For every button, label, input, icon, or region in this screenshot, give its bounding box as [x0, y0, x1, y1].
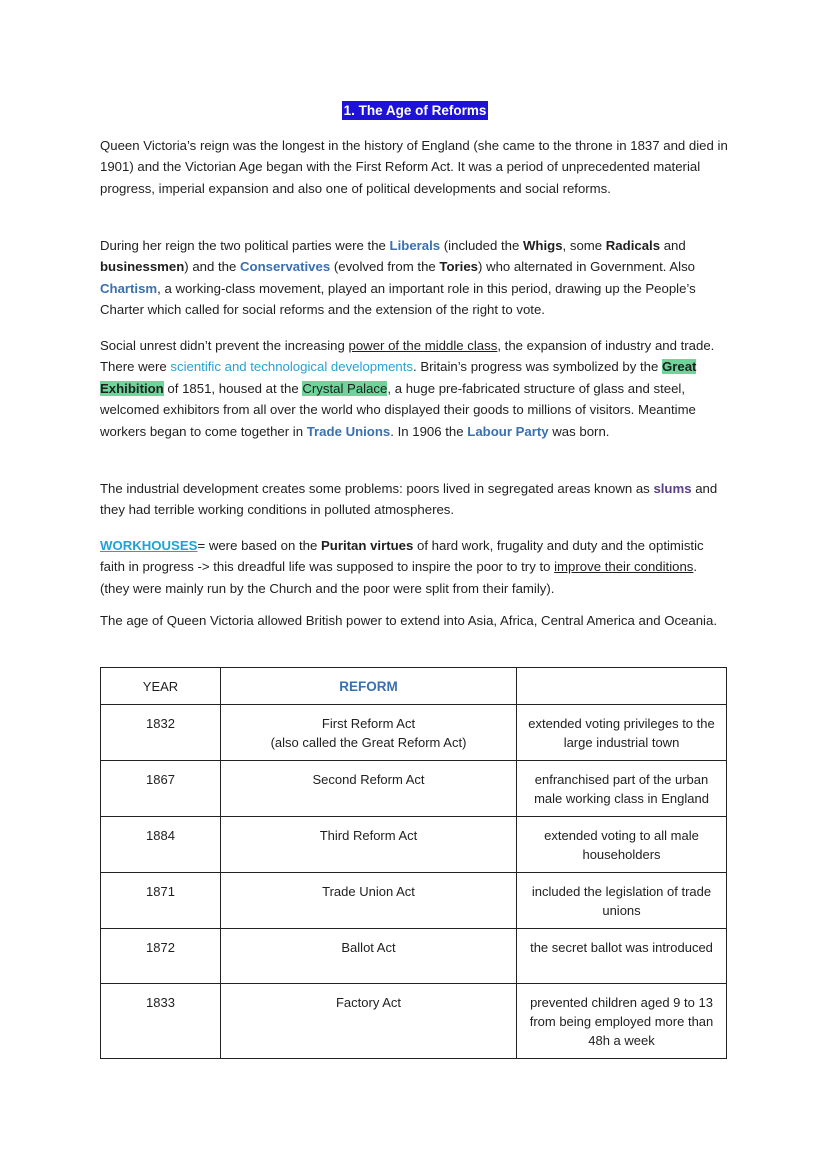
text: and — [660, 238, 686, 253]
cell-year: 1867 — [101, 761, 221, 817]
cell-year: 1833 — [101, 984, 221, 1059]
cell-description: the secret ballot was introduced — [517, 929, 727, 984]
text: (included the — [440, 238, 523, 253]
reform-name: First Reform Act — [321, 716, 416, 731]
reforms-table — [100, 667, 727, 1059]
text: ) and the — [184, 259, 241, 275]
text: During her reign the two political parties were the — [100, 238, 390, 253]
term-tories: Tories — [439, 259, 479, 275]
cell-description: included the legislation of trade unions — [517, 873, 727, 929]
table-header-row — [101, 668, 727, 705]
text: . (they were mainly run by the Church and the poor were split from their family). — [100, 559, 698, 596]
cell-description: prevented children aged 9 to 13 from being employed more than 48h a week — [517, 984, 727, 1059]
term-businessmen: businessmen — [100, 259, 185, 275]
term-labour-party: Labour Party — [467, 423, 549, 439]
text: . In 1906 the — [390, 423, 468, 439]
text: , a huge pre-fabricated structure of glass and steel, welcomed exhibitors from all over the world who displayed their goods to millions of visitors. Meantime workers began to come together in — [100, 380, 696, 439]
header-reform: REFORM — [221, 668, 517, 705]
term-improve-conditions: improve their conditions — [554, 559, 694, 575]
text: , the expansion of industry and trade. There were — [100, 338, 715, 375]
reform-note: (also called the Great Reform Act) — [270, 735, 467, 750]
term-trade-unions: Trade Unions — [306, 423, 391, 439]
text: . Britain’s progress was symbolized by the — [413, 359, 662, 375]
text: and they had terrible working conditions in polluted atmospheres. — [100, 481, 718, 518]
table-row — [101, 929, 727, 984]
term-workhouses-link[interactable]: WORKHOUSES — [100, 538, 198, 553]
paragraph-empire: The age of Queen Victoria allowed British power to extend into Asia, Africa, Central America and Oceania. — [100, 613, 717, 628]
table-row — [101, 705, 727, 761]
table-row — [101, 817, 727, 873]
cell-year: 1871 — [101, 873, 221, 929]
table-row — [101, 984, 727, 1059]
header-year: YEAR — [101, 668, 221, 705]
paragraph-progress — [100, 335, 730, 442]
title-container — [100, 101, 730, 120]
cell-reform — [221, 705, 517, 761]
term-radicals: Radicals — [605, 238, 661, 253]
cell-description: extended voting to all male householders — [517, 817, 727, 873]
header-description — [517, 668, 727, 705]
term-chartism: Chartism — [100, 280, 158, 296]
cell-description: extended voting privileges to the large industrial town — [517, 705, 727, 761]
text: of hard work, frugality and duty and the optimistic faith in progress -> this dreadful life was supposed to inspire the poor to try to — [100, 538, 704, 575]
term-puritan-virtues: Puritan virtues — [321, 538, 414, 553]
text: = were based on the — [197, 538, 321, 553]
text: , a working-class movement, played an important role in this period, drawing up the People’s Charter which called for social reforms and the extension of the right to vote. — [100, 280, 696, 318]
text: Social unrest didn’t prevent the increasing — [100, 338, 349, 353]
cell-year: 1884 — [101, 817, 221, 873]
term-scientific-developments: scientific and technological developments — [170, 359, 414, 375]
text: (evolved from the — [330, 259, 440, 275]
term-conservatives: Conservatives — [240, 259, 331, 275]
table-row — [101, 873, 727, 929]
paragraph-problems — [100, 478, 730, 521]
page-title: 1. The Age of Reforms — [343, 103, 487, 118]
cell-description: enfranchised part of the urban male working class in England — [517, 761, 727, 817]
cell-year: 1832 — [101, 705, 221, 761]
cell-reform: Ballot Act — [221, 929, 517, 984]
paragraph-workhouses — [100, 535, 730, 599]
table-row — [101, 761, 727, 817]
text: ) who alternated in Government. Also — [478, 259, 695, 275]
text: was born. — [548, 423, 610, 439]
term-middle-class: power of the middle class — [348, 338, 498, 353]
term-whigs: Whigs — [522, 238, 563, 253]
cell-reform: Second Reform Act — [221, 761, 517, 817]
cell-reform: Trade Union Act — [221, 873, 517, 929]
cell-reform: Factory Act — [221, 984, 517, 1059]
cell-year: 1872 — [101, 929, 221, 984]
term-liberals: Liberals — [389, 238, 441, 253]
paragraph-victoria-reign: Queen Victoria’s reign was the longest in the history of England (she came to the throne in 1837 and died in 1901) and the Victorian Age began with the First Reform Act. It was a period of unprecedented material progress, imperial expansion and also one of political developments and social reforms. — [100, 138, 728, 196]
paragraph-political-parties — [100, 235, 730, 321]
text: of 1851, housed at the — [163, 380, 303, 396]
cell-reform: Third Reform Act — [221, 817, 517, 873]
term-slums: slums — [653, 481, 692, 496]
text: The industrial development creates some problems: poors lived in segregated areas known as — [100, 481, 654, 496]
text: , some — [562, 238, 606, 253]
term-great-exhibition: Great Exhibition — [100, 359, 697, 396]
term-crystal-palace: Crystal Palace — [302, 380, 388, 396]
